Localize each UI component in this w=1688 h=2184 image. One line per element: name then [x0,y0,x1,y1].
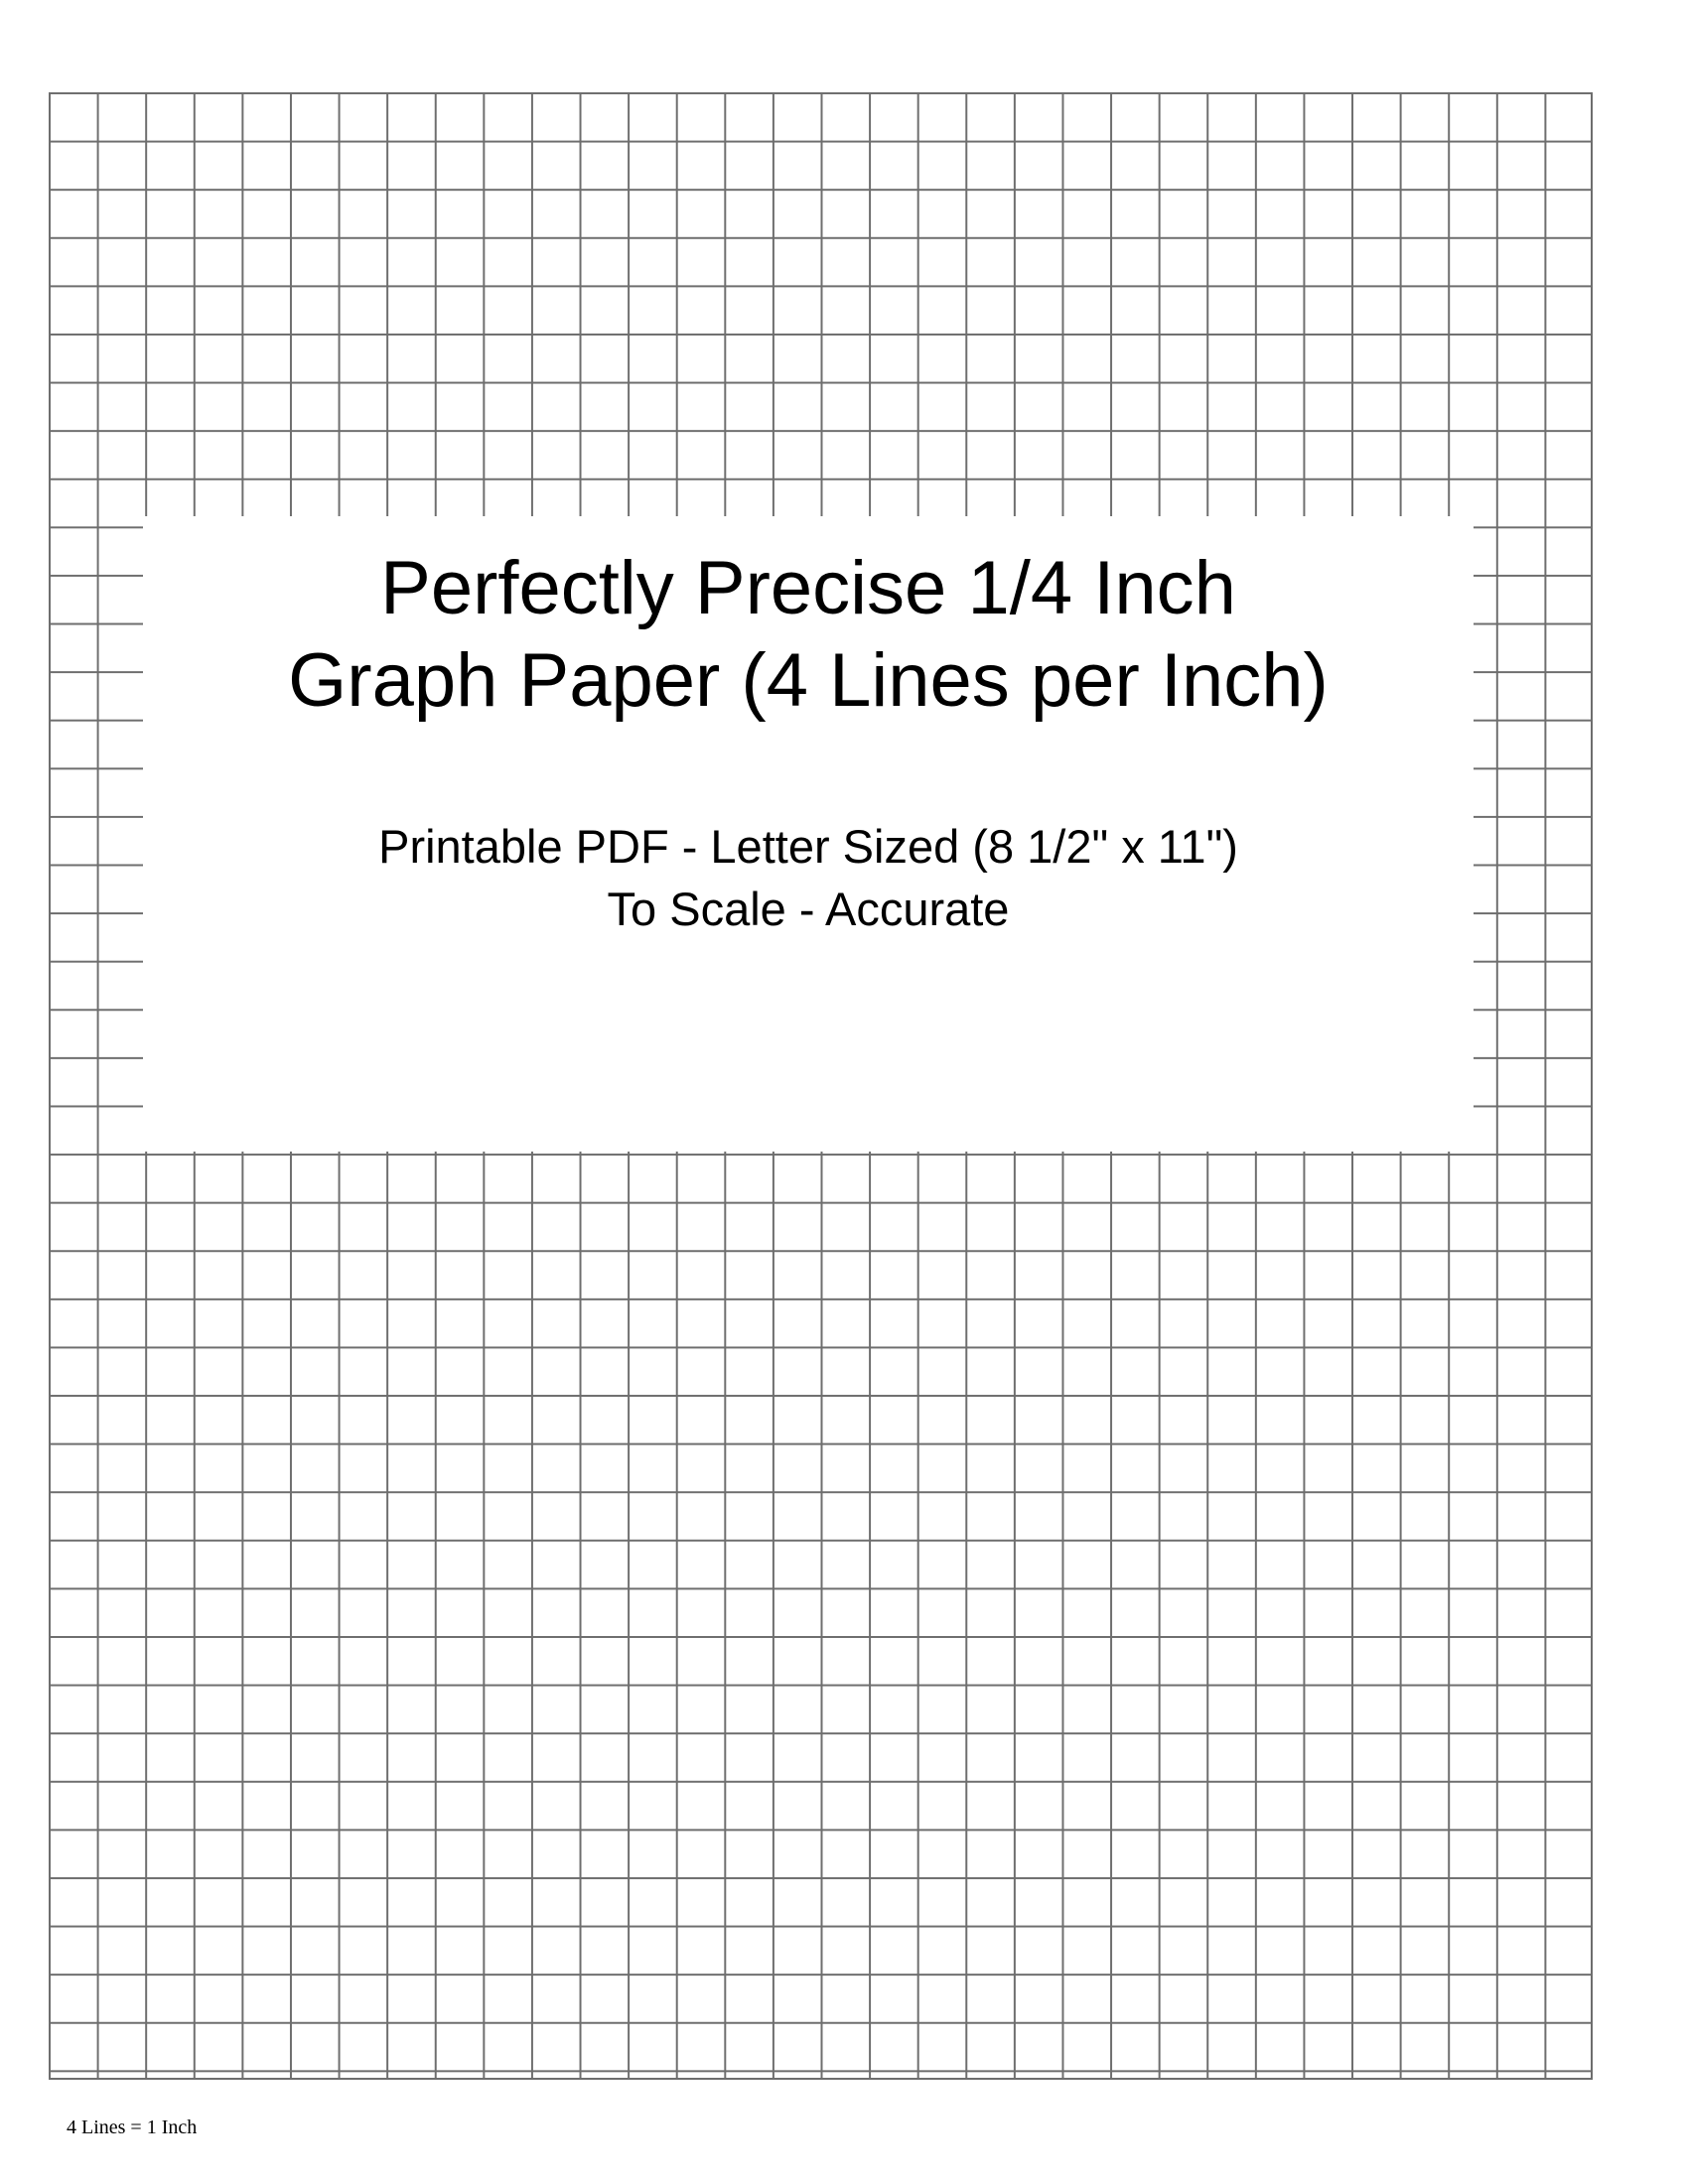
page-subtitle-line-1: Printable PDF - Letter Sized (8 1/2" x 11") [378,819,1238,873]
page-subtitle-line-2: To Scale - Accurate [607,883,1010,936]
page-title-line-1: Perfectly Precise 1/4 Inch [380,546,1236,630]
grid-right-border [1591,92,1593,2080]
footer-scale-note: 4 Lines = 1 Inch [67,2116,198,2138]
title-panel [143,516,1474,1152]
page-title-line-2: Graph Paper (4 Lines per Inch) [288,638,1329,724]
subtitle-block [378,815,1238,941]
grid-bottom-border [49,2078,1593,2080]
